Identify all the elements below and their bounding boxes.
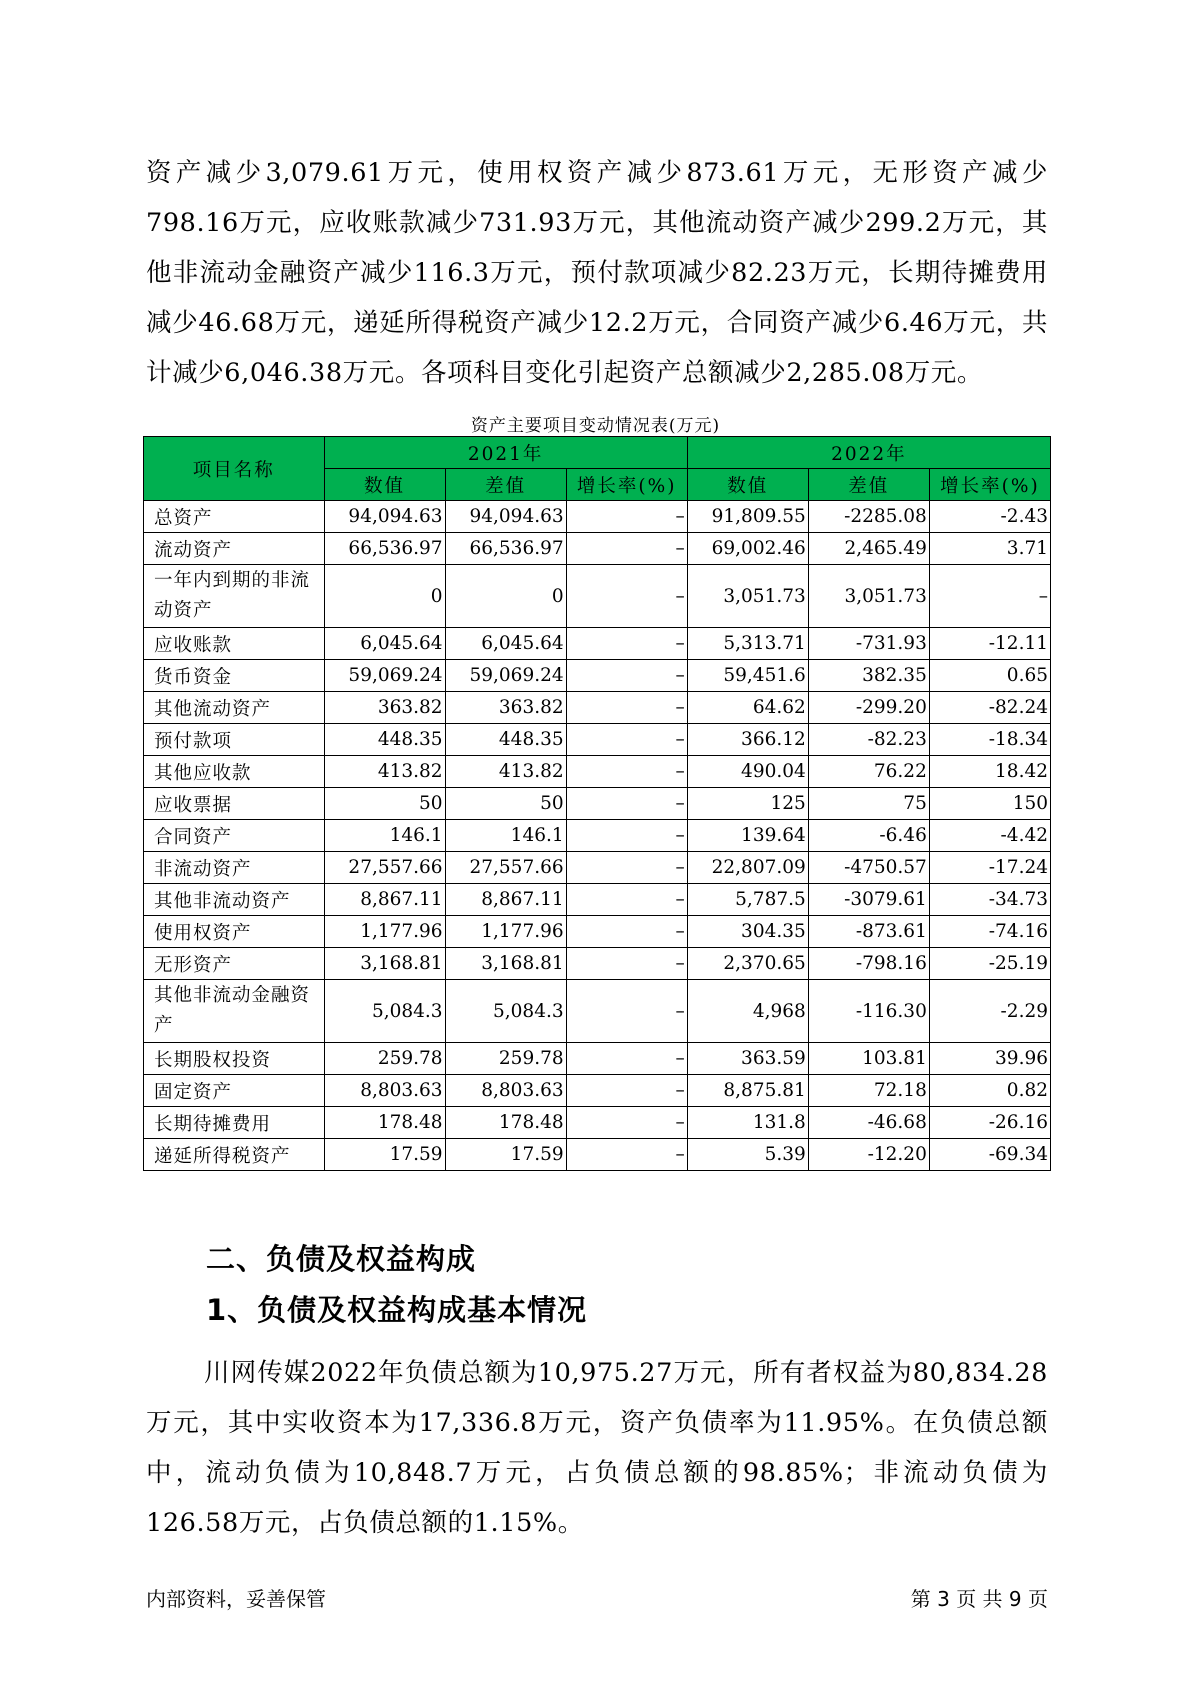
value-2021-cell: 3,168.81	[324, 948, 445, 980]
row-name-cell: 一年内到期的非流动资产	[144, 565, 325, 628]
value-2022-cell: 363.59	[687, 1043, 808, 1075]
row-name-cell: 长期待摊费用	[144, 1107, 325, 1139]
growth-2021-cell: –	[566, 533, 687, 565]
value-2022-cell: 5,787.5	[687, 884, 808, 916]
value-2022-cell: 125	[687, 788, 808, 820]
growth-2021-cell: –	[566, 948, 687, 980]
growth-2022-cell: -2.43	[929, 501, 1050, 533]
value-2022-cell: 5,313.71	[687, 628, 808, 660]
diff-2021-cell: 6,045.64	[445, 628, 566, 660]
row-name-cell: 预付款项	[144, 724, 325, 756]
growth-2022-cell: 18.42	[929, 756, 1050, 788]
value-2021-cell: 50	[324, 788, 445, 820]
row-name-cell: 无形资产	[144, 948, 325, 980]
growth-2022-cell: -82.24	[929, 692, 1050, 724]
diff-2021-cell: 259.78	[445, 1043, 566, 1075]
diff-2022-cell: -731.93	[808, 628, 929, 660]
growth-2022-cell: -34.73	[929, 884, 1050, 916]
growth-2022-cell: 150	[929, 788, 1050, 820]
diff-2021-cell: 5,084.3	[445, 980, 566, 1043]
table-row	[144, 788, 1051, 820]
growth-2022-cell: 0.82	[929, 1075, 1050, 1107]
growth-2021-cell: –	[566, 1043, 687, 1075]
value-2022-cell: 4,968	[687, 980, 808, 1043]
diff-2021-cell: 8,867.11	[445, 884, 566, 916]
growth-2021-cell: –	[566, 980, 687, 1043]
value-2022-cell: 8,875.81	[687, 1075, 808, 1107]
row-name-cell: 长期股权投资	[144, 1043, 325, 1075]
value-2021-cell: 259.78	[324, 1043, 445, 1075]
table-row	[144, 1043, 1051, 1075]
growth-2022-cell: -2.29	[929, 980, 1050, 1043]
growth-2022-cell: –	[929, 565, 1050, 628]
row-name-cell: 应收账款	[144, 628, 325, 660]
diff-2022-cell: 103.81	[808, 1043, 929, 1075]
value-2021-cell: 363.82	[324, 692, 445, 724]
value-2021-cell: 8,867.11	[324, 884, 445, 916]
diff-2022-cell: -46.68	[808, 1107, 929, 1139]
growth-2022-cell: 3.71	[929, 533, 1050, 565]
growth-2021-cell: –	[566, 1107, 687, 1139]
value-2022-cell: 139.64	[687, 820, 808, 852]
asset-change-table	[143, 436, 1051, 1171]
diff-2022-cell: -82.23	[808, 724, 929, 756]
diff-2021-cell: 59,069.24	[445, 660, 566, 692]
table-row	[144, 533, 1051, 565]
growth-2021-cell: –	[566, 565, 687, 628]
growth-2021-cell: –	[566, 852, 687, 884]
value-2021-cell: 66,536.97	[324, 533, 445, 565]
row-name-cell: 递延所得税资产	[144, 1139, 325, 1171]
diff-2022-cell: -2285.08	[808, 501, 929, 533]
table-caption: 资产主要项目变动情况表(万元)	[470, 416, 721, 436]
header-growth-2021: 增长率(%)	[566, 469, 687, 501]
header-item-name: 项目名称	[144, 437, 325, 501]
table-row	[144, 948, 1051, 980]
header-year-2021: 2021年	[324, 437, 687, 469]
growth-2021-cell: –	[566, 916, 687, 948]
diff-2022-cell: 2,465.49	[808, 533, 929, 565]
row-name-cell: 其他非流动资产	[144, 884, 325, 916]
value-2022-cell: 366.12	[687, 724, 808, 756]
diff-2022-cell: 75	[808, 788, 929, 820]
diff-2022-cell: -873.61	[808, 916, 929, 948]
footer-page-number: 第 3 页 共 9 页	[910, 1587, 1048, 1611]
row-name-cell: 流动资产	[144, 533, 325, 565]
diff-2021-cell: 0	[445, 565, 566, 628]
diff-2021-cell: 178.48	[445, 1107, 566, 1139]
value-2022-cell: 5.39	[687, 1139, 808, 1171]
growth-2021-cell: –	[566, 628, 687, 660]
diff-2021-cell: 413.82	[445, 756, 566, 788]
value-2021-cell: 448.35	[324, 724, 445, 756]
diff-2021-cell: 3,168.81	[445, 948, 566, 980]
diff-2022-cell: -6.46	[808, 820, 929, 852]
row-name-cell: 固定资产	[144, 1075, 325, 1107]
header-year-2022: 2022年	[687, 437, 1050, 469]
table-row	[144, 756, 1051, 788]
value-2021-cell: 17.59	[324, 1139, 445, 1171]
growth-2022-cell: -26.16	[929, 1107, 1050, 1139]
diff-2022-cell: -116.30	[808, 980, 929, 1043]
growth-2022-cell: -12.11	[929, 628, 1050, 660]
value-2022-cell: 304.35	[687, 916, 808, 948]
value-2021-cell: 146.1	[324, 820, 445, 852]
row-name-cell: 其他非流动金融资产	[144, 980, 325, 1043]
diff-2022-cell: -798.16	[808, 948, 929, 980]
intro-paragraph: 资产减少3,079.61万元，使用权资产减少873.61万元，无形资产减少798.16万元，应收账款减少731.93万元，其他流动资产减少299.2万元，其他非流动金融资产减少116.3万元，预付款项减少82.23万元，长期待摊费用减少46.68万元，递延所得税资产减少12.2万元，合同资产减少6.46万元，共计减少6,046.38万元。各项科目变化引起资产总额减少2,285.08万元。	[146, 158, 1048, 388]
footer-confidential-note: 内部资料，妥善保管	[146, 1587, 326, 1611]
row-name-cell: 使用权资产	[144, 916, 325, 948]
row-name-cell: 应收票据	[144, 788, 325, 820]
header-value-2021: 数值	[324, 469, 445, 501]
diff-2021-cell: 50	[445, 788, 566, 820]
value-2021-cell: 413.82	[324, 756, 445, 788]
body-paragraph: 川网传媒2022年负债总额为10,975.27万元，所有者权益为80,834.28万元，其中实收资本为17,336.8万元，资产负债率为11.95%。在负债总额中，流动负债为10,848.7万元，占负债总额的98.85%；非流动负债为126.58万元，占负债总额的1.15%。	[146, 1358, 1048, 1538]
growth-2022-cell: -69.34	[929, 1139, 1050, 1171]
diff-2021-cell: 448.35	[445, 724, 566, 756]
row-name-cell: 合同资产	[144, 820, 325, 852]
value-2021-cell: 6,045.64	[324, 628, 445, 660]
value-2022-cell: 64.62	[687, 692, 808, 724]
growth-2022-cell: -17.24	[929, 852, 1050, 884]
table-row	[144, 501, 1051, 533]
growth-2022-cell: -25.19	[929, 948, 1050, 980]
table-row	[144, 565, 1051, 628]
growth-2021-cell: –	[566, 820, 687, 852]
diff-2022-cell: 382.35	[808, 660, 929, 692]
table-row	[144, 852, 1051, 884]
subsection-heading: 1、负债及权益构成基本情况	[206, 1293, 588, 1327]
value-2022-cell: 490.04	[687, 756, 808, 788]
header-diff-2022: 差值	[808, 469, 929, 501]
value-2021-cell: 59,069.24	[324, 660, 445, 692]
value-2022-cell: 3,051.73	[687, 565, 808, 628]
table-row	[144, 916, 1051, 948]
row-name-cell: 货币资金	[144, 660, 325, 692]
table-row	[144, 724, 1051, 756]
growth-2021-cell: –	[566, 724, 687, 756]
table-row	[144, 980, 1051, 1043]
row-name-cell: 其他流动资产	[144, 692, 325, 724]
growth-2021-cell: –	[566, 501, 687, 533]
value-2021-cell: 1,177.96	[324, 916, 445, 948]
table-row	[144, 1139, 1051, 1171]
diff-2022-cell: -299.20	[808, 692, 929, 724]
table-body	[144, 501, 1051, 1171]
growth-2022-cell: 39.96	[929, 1043, 1050, 1075]
row-name-cell: 其他应收款	[144, 756, 325, 788]
table-row	[144, 820, 1051, 852]
diff-2021-cell: 27,557.66	[445, 852, 566, 884]
table-row	[144, 884, 1051, 916]
row-name-cell: 总资产	[144, 501, 325, 533]
diff-2022-cell: -12.20	[808, 1139, 929, 1171]
value-2022-cell: 2,370.65	[687, 948, 808, 980]
header-value-2022: 数值	[687, 469, 808, 501]
growth-2021-cell: –	[566, 788, 687, 820]
header-growth-2022: 增长率(%)	[929, 469, 1050, 501]
diff-2021-cell: 17.59	[445, 1139, 566, 1171]
section-heading: 二、负债及权益构成	[206, 1242, 477, 1276]
diff-2022-cell: 72.18	[808, 1075, 929, 1107]
diff-2021-cell: 1,177.96	[445, 916, 566, 948]
growth-2021-cell: –	[566, 756, 687, 788]
diff-2021-cell: 146.1	[445, 820, 566, 852]
growth-2021-cell: –	[566, 660, 687, 692]
value-2022-cell: 131.8	[687, 1107, 808, 1139]
growth-2022-cell: 0.65	[929, 660, 1050, 692]
diff-2021-cell: 363.82	[445, 692, 566, 724]
growth-2021-cell: –	[566, 1075, 687, 1107]
diff-2022-cell: 76.22	[808, 756, 929, 788]
diff-2021-cell: 8,803.63	[445, 1075, 566, 1107]
value-2022-cell: 91,809.55	[687, 501, 808, 533]
value-2022-cell: 59,451.6	[687, 660, 808, 692]
row-name-cell: 非流动资产	[144, 852, 325, 884]
growth-2022-cell: -4.42	[929, 820, 1050, 852]
diff-2021-cell: 94,094.63	[445, 501, 566, 533]
header-diff-2021: 差值	[445, 469, 566, 501]
diff-2022-cell: 3,051.73	[808, 565, 929, 628]
table-row	[144, 1107, 1051, 1139]
table-row	[144, 692, 1051, 724]
diff-2021-cell: 66,536.97	[445, 533, 566, 565]
growth-2021-cell: –	[566, 692, 687, 724]
value-2022-cell: 69,002.46	[687, 533, 808, 565]
diff-2022-cell: -3079.61	[808, 884, 929, 916]
value-2021-cell: 0	[324, 565, 445, 628]
growth-2021-cell: –	[566, 884, 687, 916]
table-row	[144, 660, 1051, 692]
table-row	[144, 628, 1051, 660]
value-2021-cell: 27,557.66	[324, 852, 445, 884]
value-2022-cell: 22,807.09	[687, 852, 808, 884]
growth-2021-cell: –	[566, 1139, 687, 1171]
growth-2022-cell: -18.34	[929, 724, 1050, 756]
table-row	[144, 1075, 1051, 1107]
growth-2022-cell: -74.16	[929, 916, 1050, 948]
value-2021-cell: 8,803.63	[324, 1075, 445, 1107]
value-2021-cell: 94,094.63	[324, 501, 445, 533]
diff-2022-cell: -4750.57	[808, 852, 929, 884]
value-2021-cell: 5,084.3	[324, 980, 445, 1043]
value-2021-cell: 178.48	[324, 1107, 445, 1139]
